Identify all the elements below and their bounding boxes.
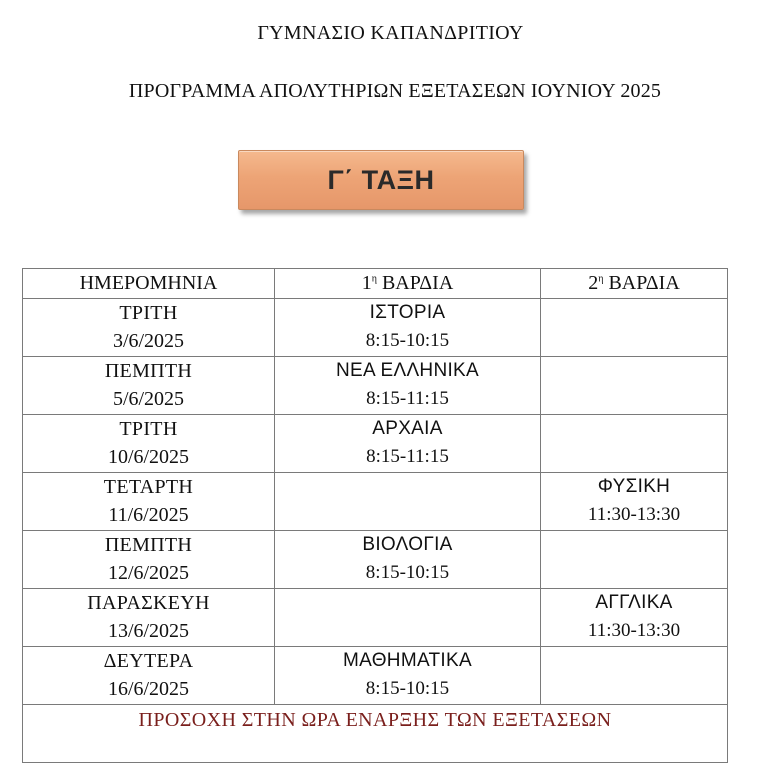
- shift-1-time: 8:15-10:15: [365, 678, 450, 699]
- shift-1-time: 8:15-11:15: [366, 388, 449, 409]
- exam-schedule-table: [22, 268, 728, 763]
- header-shift-1-ordinal: η: [371, 273, 377, 285]
- header-date-label: ΗΜΕΡΟΜΗΝΙΑ: [79, 272, 218, 294]
- table-row: [23, 357, 728, 415]
- day-name: ΤΡΙΤΗ: [119, 418, 178, 440]
- day-name: ΠΕΜΠΤΗ: [104, 360, 193, 382]
- exam-date: 10/6/2025: [107, 446, 190, 468]
- header-shift-1-word: ΒΑΡΔΙΑ: [381, 272, 454, 294]
- exam-start-warning: ΠΡΟΣΟΧΗ ΣΤΗΝ ΩΡΑ ΕΝΑΡΞΗΣ ΤΩΝ ΕΞΕΤΑΣΕΩΝ: [23, 705, 728, 763]
- date-cell: [23, 415, 275, 473]
- shift-2-cell: [541, 531, 728, 589]
- shift-1-time: 8:15-10:15: [365, 330, 450, 351]
- header-shift-2-number: 2: [588, 272, 599, 294]
- shift-2-cell: [541, 299, 728, 357]
- shift-1-cell: [275, 415, 541, 473]
- shift-2-cell: [541, 357, 728, 415]
- date-cell: [23, 589, 275, 647]
- shift-1-subject: ΑΡΧΑΙΑ: [372, 418, 443, 439]
- exam-date: 16/6/2025: [107, 678, 190, 700]
- school-name: ΓΥΜΝΑΣΙΟ ΚΑΠΑΝΔΡΙΤΙΟΥ: [257, 22, 524, 44]
- shift-2-cell: [541, 415, 728, 473]
- shift-1-time: 8:15-10:15: [365, 562, 450, 583]
- day-name: ΠΑΡΑΣΚΕΥΗ: [87, 592, 210, 614]
- exam-date: 5/6/2025: [112, 388, 185, 410]
- day-name: ΤΕΤΑΡΤΗ: [103, 476, 194, 498]
- table-header-row: [23, 269, 728, 299]
- shift-1-cell: [275, 589, 541, 647]
- shift-1-subject: ΝΕΑ ΕΛΛΗΝΙΚΑ: [335, 360, 480, 381]
- class-badge: Γ΄ ΤΑΞΗ: [238, 150, 524, 210]
- header-shift-2: [541, 269, 728, 299]
- shift-1-subject: ΒΙΟΛΟΓΙΑ: [362, 534, 453, 555]
- shift-2-subject: ΦΥΣΙΚΗ: [597, 476, 671, 497]
- shift-1-cell: [275, 357, 541, 415]
- exam-date: 3/6/2025: [112, 330, 185, 352]
- shift-2-cell: [541, 647, 728, 705]
- shift-2-time: 11:30-13:30: [587, 620, 681, 641]
- shift-1-cell: [275, 647, 541, 705]
- exam-date: 11/6/2025: [108, 504, 189, 526]
- header-shift-2-word: ΒΑΡΔΙΑ: [608, 272, 680, 294]
- header-shift-2-ordinal: η: [598, 273, 604, 285]
- header-date: [23, 269, 275, 299]
- shift-2-cell: [541, 473, 728, 531]
- date-cell: [23, 647, 275, 705]
- shift-1-time: 8:15-11:15: [366, 446, 449, 467]
- table-row: [23, 415, 728, 473]
- date-cell: [23, 299, 275, 357]
- shift-2-subject: ΑΓΓΛΙΚΑ: [595, 592, 673, 613]
- shift-2-cell: [541, 589, 728, 647]
- shift-1-subject: ΙΣΤΟΡΙΑ: [369, 302, 446, 323]
- day-name: ΔΕΥΤΕΡΑ: [103, 650, 194, 672]
- table-row: [23, 473, 728, 531]
- header-shift-1-number: 1: [361, 272, 372, 294]
- shift-1-cell: [275, 299, 541, 357]
- exam-date: 12/6/2025: [107, 562, 190, 584]
- shift-1-cell: [275, 531, 541, 589]
- date-cell: [23, 473, 275, 531]
- header-shift-1: [275, 269, 541, 299]
- table-row: [23, 647, 728, 705]
- day-name: ΤΡΙΤΗ: [119, 302, 178, 324]
- shift-2-time: 11:30-13:30: [587, 504, 681, 525]
- table-row: [23, 299, 728, 357]
- shift-1-subject: ΜΑΘΗΜΑΤΙΚΑ: [343, 650, 472, 671]
- table-row: [23, 531, 728, 589]
- date-cell: [23, 357, 275, 415]
- warning-row: [23, 705, 728, 763]
- exam-date: 13/6/2025: [107, 620, 190, 642]
- exam-schedule-title: ΠΡΟΓΡΑΜΜΑ ΑΠΟΛΥΤΗΡΙΩΝ ΕΞΕΤΑΣΕΩΝ ΙΟΥΝΙΟΥ 2025: [128, 80, 662, 102]
- shift-1-cell: [275, 473, 541, 531]
- table-row: [23, 589, 728, 647]
- day-name: ΠΕΜΠΤΗ: [104, 534, 193, 556]
- date-cell: [23, 531, 275, 589]
